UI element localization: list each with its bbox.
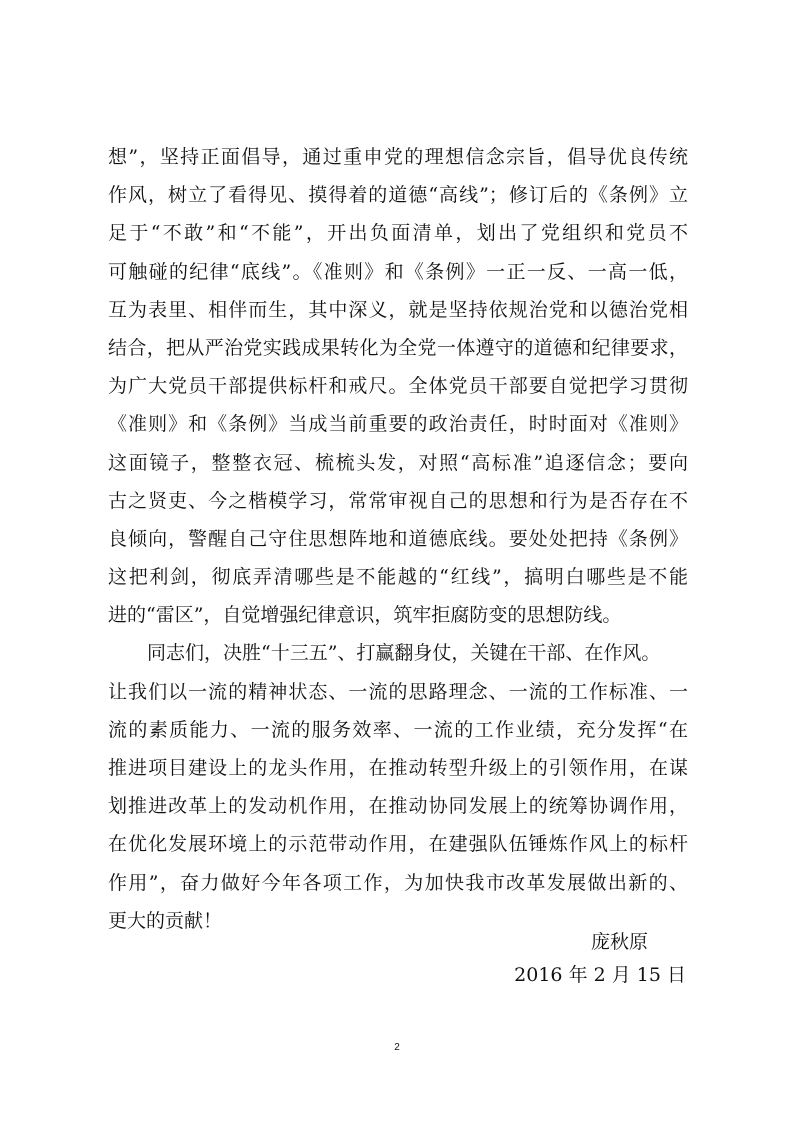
page-number: 2	[394, 1042, 400, 1053]
text-line: 为广大党员干部提供标杆和戒尺。全体党员干部要自觉把学习贯彻	[108, 375, 688, 398]
text-line: 良倾向，警醒自己守住思想阵地和道德底线。要处处把持《条例》	[108, 527, 688, 550]
text-line: 互为表里、相伴而生，其中深义，就是坚持依规治党和以德治党相	[108, 298, 688, 321]
text-line: 想”，坚持正面倡导，通过重申党的理想信念宗旨，倡导优良传统	[108, 146, 688, 168]
text-line: 可触碰的纪律“底线”。《准则》和《条例》一正一反、一高一低，	[108, 260, 688, 283]
text-line: 古之贤吏、今之楷模学习，常常审视自己的思想和行为是否存在不	[108, 489, 688, 512]
text-line: 更大的贡献！	[108, 909, 223, 932]
text-line: 在优化发展环境上的示范带动作用，在建强队伍锤炼作风上的标杆	[108, 833, 688, 856]
text-line: 作用”，奋力做好今年各项工作，为加快我市改革发展做出新的、	[108, 871, 688, 894]
signature: 庞秋原	[590, 931, 648, 953]
text-line: 让我们以一流的精神状态、一流的思路理念、一流的工作标准、一	[108, 680, 688, 703]
text-line: 划推进改革上的发动机作用，在推动协同发展上的统筹协调作用，	[108, 795, 688, 818]
text-line: 《准则》和《条例》当成当前重要的政治责任，时时面对《准则》	[108, 413, 688, 436]
text-line: 推进项目建设上的龙头作用，在推动转型升级上的引领作用，在谋	[108, 757, 688, 779]
text-line: 结合，把从严治党实践成果转化为全党一体遵守的道德和纪律要求，	[108, 336, 688, 359]
text-line: 进的“雷区”，自觉增强纪律意识，筑牢拒腐防变的思想防线。	[108, 604, 622, 627]
body-text	[108, 138, 688, 940]
paragraph-first-line: 同志们，决胜“十三五”、打赢翻身仗，关键在干部、在作风。	[147, 642, 661, 665]
date: 2016 年 2 月 15 日	[514, 964, 686, 986]
text-line: 这面镜子，整整衣冠、梳梳头发，对照“高标准”追逐信念；要向	[108, 451, 688, 474]
text-line: 作风，树立了看得见、摸得着的道德“高线”；修订后的《条例》立	[108, 184, 688, 207]
text-line: 足于“不敢”和“不能”，开出负面清单，划出了党组织和党员不	[108, 222, 688, 245]
text-line: 流的素质能力、一流的服务效率、一流的工作业绩，充分发挥“在	[108, 718, 688, 741]
text-line: 这把利剑，彻底弄清哪些是不能越的“红线”，搞明白哪些是不能	[108, 566, 688, 589]
